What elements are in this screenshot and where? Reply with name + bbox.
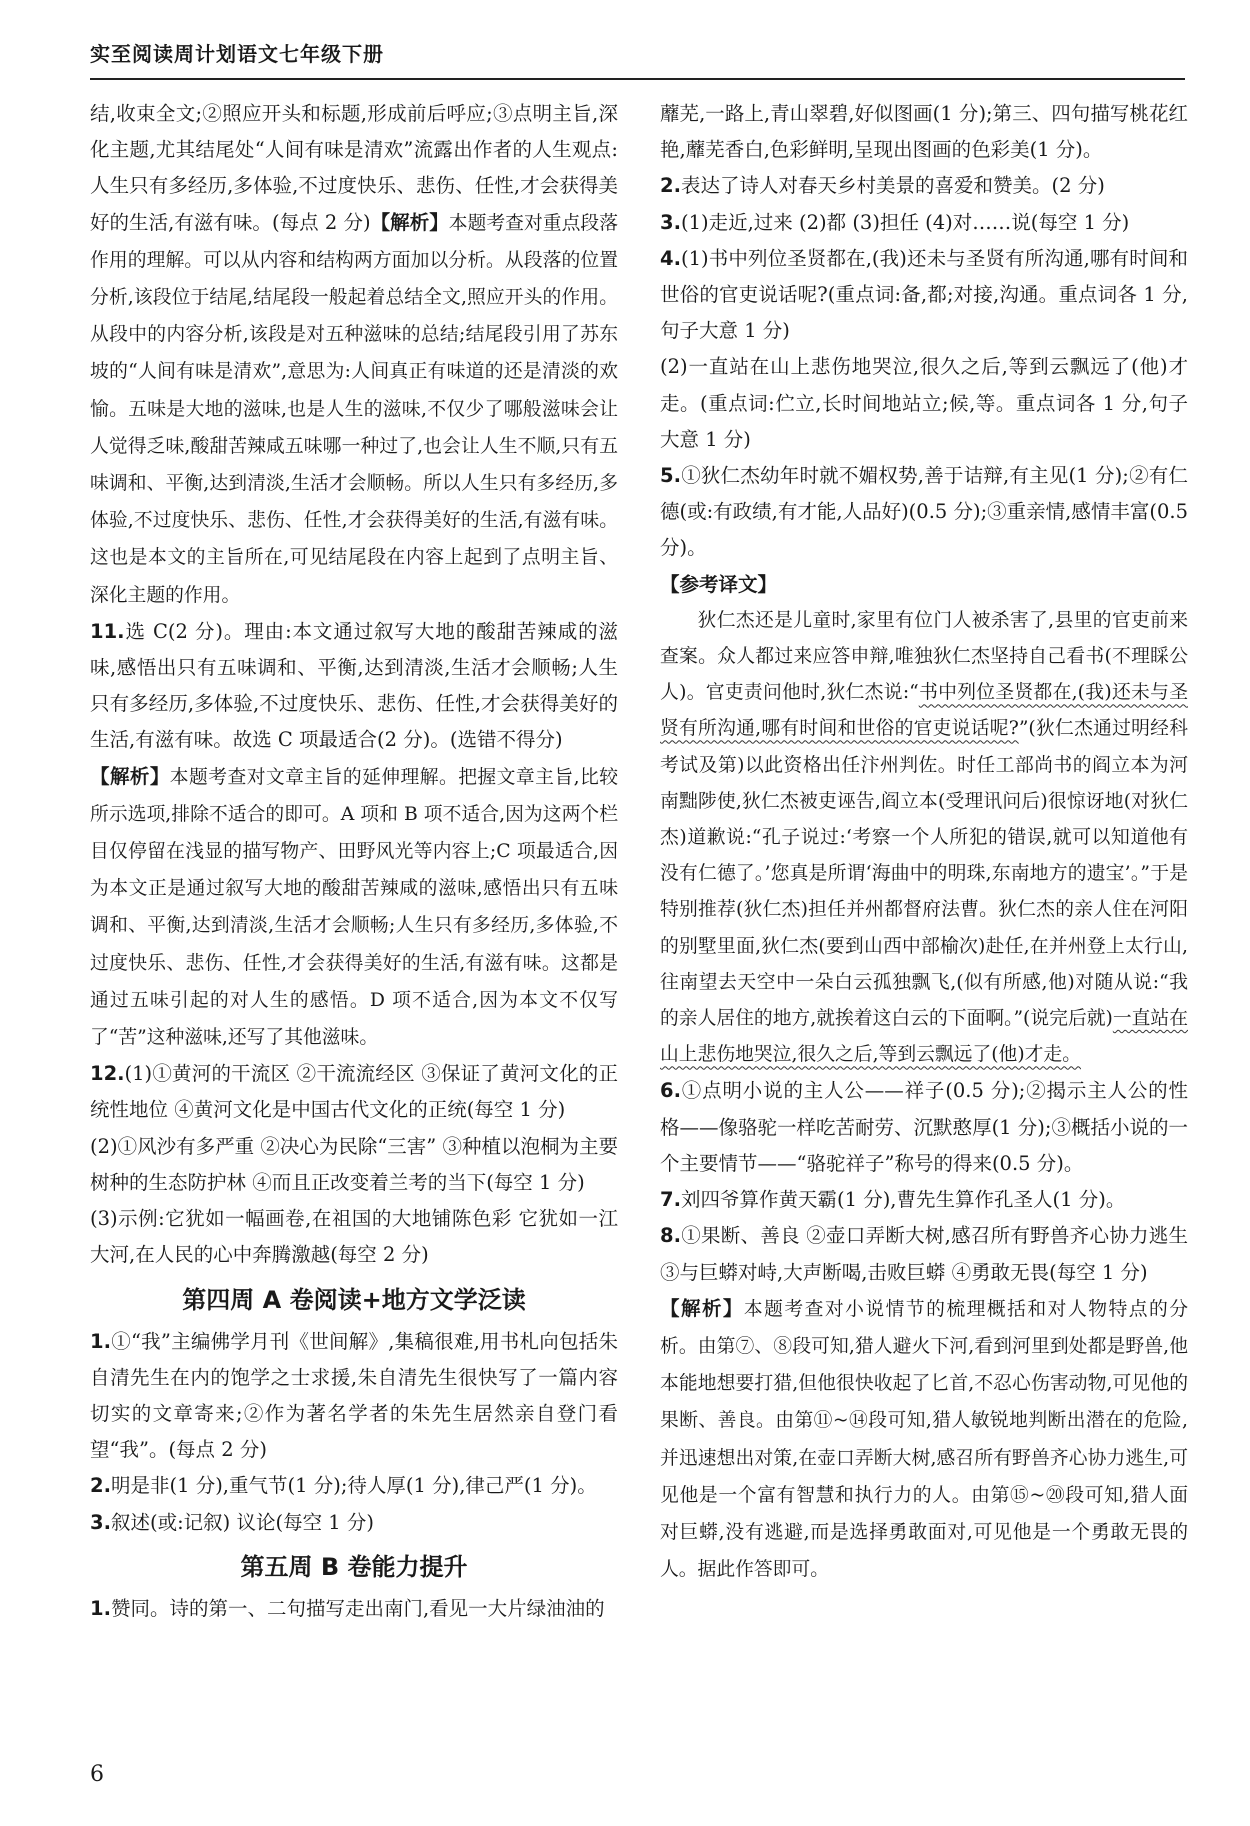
question-number: 3. xyxy=(660,210,681,234)
question-number: 1. xyxy=(90,1596,111,1620)
question-number: 2. xyxy=(90,1474,111,1498)
answer-text: 选 C(2 分)。理由:本文通过叙写大地的酸甜苦辣咸的滋味,感悟出只有五味调和、平衡,达到清淡,生活才会顺畅;人生只有多经历,多体验,不过度快乐、悲伤、任性,才会获得美好的生活,有滋有味。故选 C 项最适合(2 分)。(选错不得分) xyxy=(90,619,618,752)
w5-answer-3 xyxy=(660,205,1188,241)
analysis-tag: 【解析】 xyxy=(90,764,170,788)
page-number: 6 xyxy=(90,1762,104,1787)
answer-12-1 xyxy=(90,1056,618,1128)
wavy-underlined-sentence: 书中列位圣贤都在,(我)还未与圣贤有所沟通,哪有时间和世俗的官吏说话呢? xyxy=(660,682,1188,740)
question-number: 3. xyxy=(90,1510,111,1534)
question-number: 7. xyxy=(660,1188,681,1212)
answer-text: 刘四爷算作黄天霸(1 分),曹先生算作孔圣人(1 分)。 xyxy=(680,1188,1126,1212)
analysis-text: 本题考查对文章主旨的延伸理解。把握文章主旨,比较所示选项,排除不适合的即可。A 项和 B 项不适合,因为这两个栏目仅停留在浅显的描写物产、田野风光等内容上;C 项最适合,因为本文正是通过叙写大地的酸甜苦辣咸的滋味,感悟出只有五味调和、平衡,达到清淡,生活才会顺畅;人生只有多经历,多体验,不过度快乐、悲伤、任性,才会获得美好的生活,有滋有味。这都是通过五味引起的对人生的感悟。D 项不适合,因为本文不仅写了“苦”这种滋味,还写了其他滋味。 xyxy=(90,766,618,1049)
analysis-text: 本题考查对小说情节的梳理概括和对人物特点的分析。由第⑦、⑧段可知,猎人避火下河,看到河里到处都是野兽,他本能地想要打猎,但他很快收起了匕首,不忍心伤害动物,可见他的果断、善良。由第⑪~⑭段可知,猎人敏锐地判断出潜在的危险,并迅速想出对策,在壶口弄断大树,感召所有野兽齐心协力逃生,可见他是一个富有智慧和执行力的人。由第⑮~⑳段可知,猎人面对巨蟒,没有逃避,而是选择勇敢面对,可见他是一个勇敢无畏的人。据此作答即可。 xyxy=(660,1298,1188,1581)
question-number: 1. xyxy=(90,1329,111,1353)
answer-text: ①“我”主编佛学月刊《世间解》,集稿很难,用书札向包括朱自清先生在内的饱学之士求援,朱自清先生很快写了一篇内容切实的文章寄来;②作为著名学者的朱先生居然亲自登门看望“我”。(每点 2 分) xyxy=(90,1329,618,1462)
question-number: 5. xyxy=(660,464,681,488)
answer-text: (1)走近,过来 (2)都 (3)担任 (4)对……说(每空 1 分) xyxy=(680,210,1130,234)
answer-text: 表达了诗人对春天乡村美景的喜爱和赞美。(2 分) xyxy=(680,174,1105,198)
answer-text: ①狄仁杰幼年时就不媚权势,善于诘辩,有主见(1 分);②有仁德(或:有政绩,有才能,人品好)(0.5 分);③重亲情,感情丰富(0.5 分)。 xyxy=(660,464,1188,560)
question-number: 6. xyxy=(660,1079,681,1103)
answer-text: 叙述(或:记叙) 议论(每空 1 分) xyxy=(110,1510,374,1534)
question-number: 2. xyxy=(660,174,681,198)
answer-text: ①果断、善良 ②壶口弄断大树,感召所有野兽齐心协力逃生 ③与巨蟒对峙,大声断喝,击败巨蟒 ④勇敢无畏(每空 1 分) xyxy=(660,1224,1188,1284)
wavy-underlined-sentence: 一直站在山上悲伤地哭泣,很久之后,等到云飘远了(他)才走。 xyxy=(660,1008,1188,1066)
analysis-tag: 【解析】 xyxy=(370,210,449,234)
w5-answer-1 xyxy=(90,1591,618,1627)
analysis-11 xyxy=(90,759,618,1057)
question-number: 11. xyxy=(90,619,125,643)
answer-text: ①点明小说的主人公——祥子(0.5 分);②揭示主人公的性格——像骆驼一样吃苦耐劳、沉默憨厚(1 分);③概括小说的一个主要情节——“骆驼祥子”称号的得来(0.5 分)。 xyxy=(660,1079,1188,1175)
w4-answer-3 xyxy=(90,1505,618,1541)
left-column xyxy=(90,96,618,1627)
w4-answer-1 xyxy=(90,1324,618,1469)
translation-text: ”(狄仁杰通过明经科考试及第)以此资格出任汴州判佐。时任工部尚书的阎立本为河南黜陟使,狄仁杰被吏诬告,阎立本(受理讯问后)很惊讶地(对狄仁杰)道歉说:“孔子说过:‘考察一个人所犯的错误,就可以知道他有没有仁德了。’您真是所谓‘海曲中的明珠,东南地方的遗宝’。”于是特别推荐(狄仁杰)担任并州都督府法曹。狄仁杰的亲人住在河阳的别墅里面,狄仁杰(要到山西中部榆次)赴任,在并州登上太行山,往南望去天空中一朵白云孤独飘飞,(似有所感,他)对随从说:“我的亲人居住的地方,就挨着这白云的下面啊。”(说完后就) xyxy=(660,718,1188,1030)
reference-translation-heading xyxy=(660,567,1188,603)
question-number: 12. xyxy=(90,1062,125,1086)
analysis-tag: 【解析】 xyxy=(660,1296,744,1320)
header-rule xyxy=(90,78,1185,80)
answer-12-2: (2)①风沙有多严重 ②决心为民除“三害” ③种植以泡桐为主要树种的生态防护林 ④而且正改变着兰考的当下(每空 1 分) xyxy=(90,1134,618,1194)
reference-translation xyxy=(660,603,1188,1074)
answer-text: (1)①黄河的干流区 ②干流流经区 ③保证了黄河文化的正统性地位 ④黄河文化是中国古代文化的正统(每空 1 分) xyxy=(90,1062,618,1122)
answer-12-3: (3)示例:它犹如一幅画卷,在祖国的大地铺陈色彩 它犹如一江大河,在人民的心中奔腾激越(每空 2 分) xyxy=(90,1207,618,1267)
answer-11 xyxy=(90,614,618,759)
reference-tag: 【参考译文】 xyxy=(660,572,778,596)
question-number: 4. xyxy=(660,246,681,270)
answer-10-continued xyxy=(90,96,618,614)
w5-answer-8 xyxy=(660,1218,1188,1290)
w5-answer-1-continued: 蘼芜,一路上,青山翠碧,好似图画(1 分);第三、四句描写桃花红艳,蘼芜香白,色彩鲜明,呈现出图画的色彩美(1 分)。 xyxy=(660,102,1188,162)
answer-text: (1)书中列位圣贤都在,(我)还未与圣贤有所沟通,哪有时间和世俗的官吏说话呢?(重点词:备,都;对接,沟通。重点词各 1 分,句子大意 1 分) xyxy=(660,246,1188,343)
w5-answer-2 xyxy=(660,168,1188,204)
translation-text: 狄仁杰还是儿童时,家里有位门人被杀害了,县里的官吏前来查案。众人都过来应答申辩,唯独狄仁杰坚持自己看书(不理睬公人)。官吏责问他时,狄仁杰说:“ xyxy=(660,609,1188,704)
week5-heading: 第五周 B 卷能力提升 xyxy=(240,1552,468,1581)
w5-answer-6 xyxy=(660,1073,1188,1182)
analysis-8 xyxy=(660,1291,1188,1589)
week4-heading: 第四周 A 卷阅读+地方文学泛读 xyxy=(182,1285,526,1314)
w5-answer-4-1 xyxy=(660,241,1188,350)
answer-text: 明是非(1 分),重气节(1 分);待人厚(1 分),律己严(1 分)。 xyxy=(110,1474,597,1498)
analysis-text: 本题考查对重点段落作用的理解。可以从内容和结构两方面加以分析。从段落的位置分析,该段位于结尾,结尾段一般起着总结全文,照应开头的作用。从段中的内容分析,该段是对五种滋味的总结;结尾段引用了苏东坡的“人间有味是清欢”,意思为:人间真正有味道的还是清淡的欢愉。五味是大地的滋味,也是人生的滋味,不仅少了哪般滋味会让人觉得乏味,酸甜苦辣咸五味哪一种过了,也会让人生不顺,只有五味调和、平衡,达到清淡,生活才会顺畅。所以人生只有多经历,多体验,不过度快乐、悲伤、任性,才会获得美好的生活,有滋有味。这也是本文的主旨所在,可见结尾段在内容上起到了点明主旨、深化主题的作用。 xyxy=(90,212,618,606)
answer-text: 赞同。诗的第一、二句描写走出南门,看见一大片绿油油的 xyxy=(110,1596,605,1620)
page-header: 实至阅读周计划语文七年级下册 xyxy=(90,42,384,66)
w5-answer-5 xyxy=(660,458,1188,567)
question-number: 8. xyxy=(660,1224,681,1248)
right-column xyxy=(660,96,1188,1588)
answer-text: 结,收束全文;②照应开头和标题,形成前后呼应;③点明主旨,深化主题,尤其结尾处“人间有味是清欢”流露出作者的人生观点:人生只有多经历,多体验,不过度快乐、悲伤、任性,才会获得美好的生活,有滋有味。(每点 2 分) xyxy=(90,102,618,234)
w4-answer-2 xyxy=(90,1468,618,1504)
w5-answer-7 xyxy=(660,1182,1188,1218)
w5-answer-4-2: (2)一直站在山上悲伤地哭泣,很久之后,等到云飘远了(他)才走。(重点词:伫立,长时间地站立;候,等。重点词各 1 分,句子大意 1 分) xyxy=(660,355,1188,451)
